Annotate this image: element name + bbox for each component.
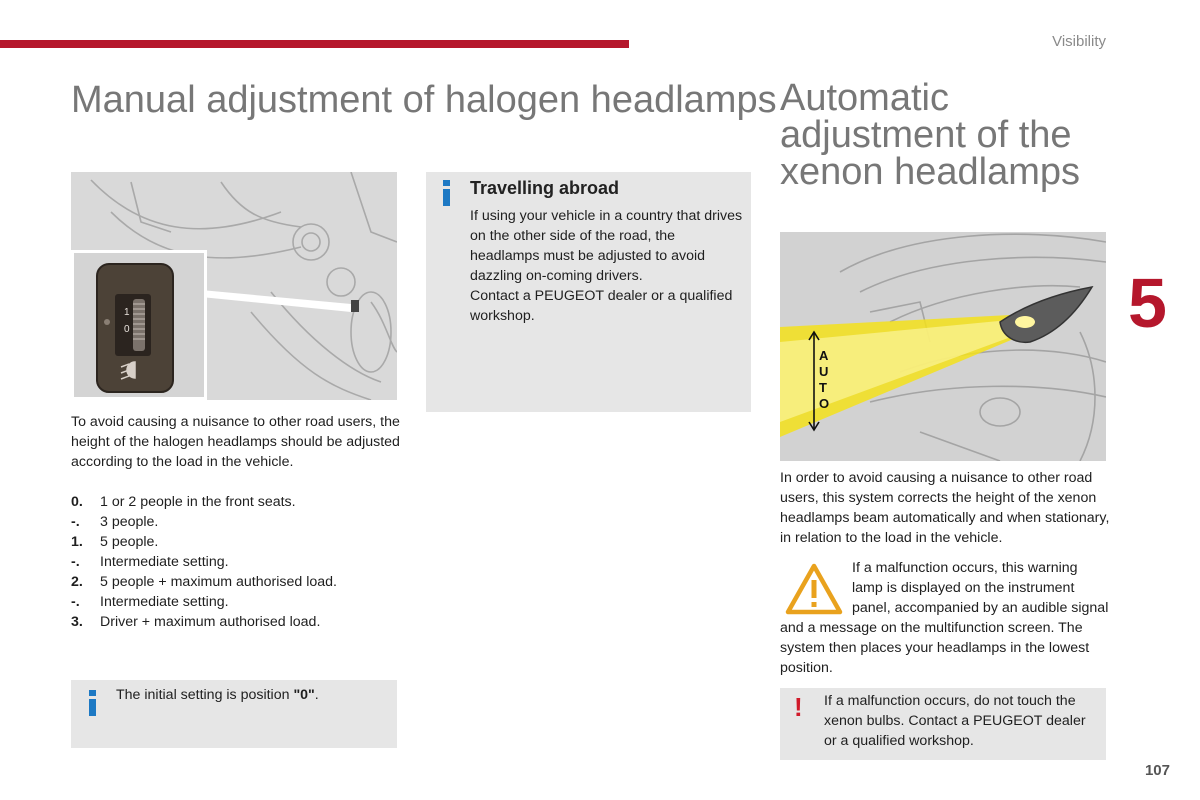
info-icon: [89, 690, 96, 716]
setting-key: -.: [71, 554, 80, 570]
warning-lamp-text: If a malfunction occurs, this warning lamp is displayed on the instrument panel, accompanied by an audible signal and a message on the multifunction screen. The system then places your headlamps in the lowest position.: [780, 560, 1109, 676]
auto-letter: U: [819, 364, 829, 379]
auto-letter: O: [819, 396, 830, 411]
setting-key: 1.: [71, 534, 83, 550]
list-item: [71, 552, 401, 572]
dial-label-0: 0: [124, 324, 130, 335]
setting-text: Driver + maximum authorised load.: [100, 614, 321, 630]
section-title: Visibility: [1052, 33, 1106, 50]
travelling-abroad-title: Travelling abroad: [470, 178, 620, 198]
travelling-abroad-body: [470, 206, 748, 326]
setting-key: -.: [71, 514, 80, 530]
note-prefix: The initial setting is position: [116, 687, 294, 703]
load-settings-list: [71, 492, 401, 632]
xenon-bulb-caution: [780, 688, 1106, 760]
list-item: [71, 492, 401, 512]
xenon-headlamp: [1000, 287, 1092, 342]
list-item: [71, 572, 401, 592]
dashboard-illustration: [71, 172, 397, 400]
header-red-bar: [0, 40, 629, 48]
warning-triangle-icon: [784, 562, 844, 618]
caution-icon: !: [794, 692, 803, 722]
xenon-headlamp-illustration: [780, 232, 1106, 461]
dial-label-1: 1: [124, 307, 130, 318]
setting-text: 1 or 2 people in the front seats.: [100, 494, 296, 510]
page-number: 107: [1144, 762, 1170, 779]
travelling-abroad-box: [426, 172, 751, 412]
travelling-abroad-text: If using your vehicle in a country that drives on the other side of the road, the headlamps must be adjusted to avoid dazzling on-coming drivers.: [470, 208, 743, 284]
setting-text: 5 people + maximum authorised load.: [100, 574, 337, 590]
malfunction-warning-block: [780, 558, 1110, 678]
info-icon: [443, 180, 450, 206]
setting-key: -.: [71, 594, 80, 610]
car-front-drawing: [780, 232, 1106, 461]
xenon-intro: In order to avoid causing a nuisance to other road users, this system corrects the height of the xenon headlamps beam automatically and when stationary, in relation to the load in the vehicle.: [780, 470, 1110, 546]
list-item: [71, 592, 401, 612]
initial-setting-text: [116, 685, 386, 705]
auto-letter: A: [819, 348, 829, 363]
setting-key: 3.: [71, 614, 83, 630]
setting-text: 3 people.: [100, 514, 159, 530]
initial-setting-note: [71, 680, 397, 748]
chapter-number: 5: [1128, 264, 1167, 342]
auto-letter: T: [819, 380, 827, 395]
halogen-intro: To avoid causing a nuisance to other road users, the height of the halogen headlamps should be adjusted according to the load in the vehicle.: [71, 414, 400, 470]
setting-text: Intermediate setting.: [100, 554, 229, 570]
setting-text: 5 people.: [100, 534, 159, 550]
note-suffix: .: [314, 687, 319, 703]
list-item: [71, 512, 401, 532]
setting-key: 2.: [71, 574, 83, 590]
dashboard-drawing: [71, 172, 397, 400]
setting-text: Intermediate setting.: [100, 594, 229, 610]
caution-text: If a malfunction occurs, do not touch the xenon bulbs. Contact a PEUGEOT dealer or a qualified workshop.: [824, 693, 1086, 749]
list-item: [71, 612, 401, 632]
page-title-automatic: Automatic adjustment of the xenon headlamps: [780, 77, 1080, 193]
page-title-manual: Manual adjustment of halogen headlamps: [71, 79, 777, 121]
note-value: "0": [293, 687, 315, 703]
travelling-abroad-contact: Contact a PEUGEOT dealer or a qualified workshop.: [470, 288, 733, 324]
list-item: [71, 532, 401, 552]
setting-key: 0.: [71, 494, 83, 510]
